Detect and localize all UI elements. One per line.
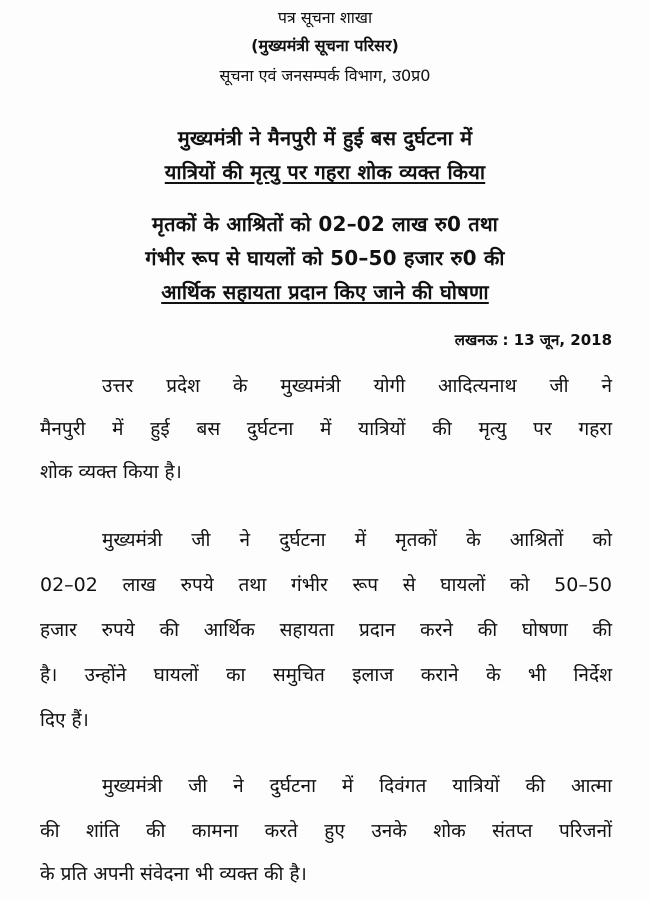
dateline: लखनऊ : 13 जून, 2018	[454, 331, 612, 349]
headline-line-2-wrapper	[0, 158, 650, 185]
paragraph-1-line-3: शोक व्यक्त किया है।	[40, 461, 182, 483]
headline-line-2: यात्रियों की मृत्यु पर गहरा शोक व्यक्त किया	[164, 160, 486, 184]
paragraph-2-line-4: है। उन्होंने घायलों का समुचित इलाज कराने के भी निर्देश	[40, 664, 612, 686]
paragraph-1-line-1: उत्तर प्रदेश के मुख्यमंत्री योगी आदित्यनाथ जी ने	[102, 375, 612, 397]
paragraph-1-line-2: मैनपुरी में हुई बस दुर्घटना में यात्रियों की मृत्यु पर गहरा	[40, 418, 612, 440]
paragraph-2-line-3: हजार रुपये की आर्थिक सहायता प्रदान करने की घोषणा की	[40, 619, 612, 641]
subheadline-line-3: आर्थिक सहायता प्रदान किए जाने की घोषणा	[161, 280, 489, 304]
paragraph-2-line-2: 02–02 लाख रुपये तथा गंभीर रूप से घायलों को 50–50	[40, 574, 612, 596]
paragraph-2-line-5: दिए हैं।	[40, 709, 89, 731]
subheadline-line-1: मृतकों के आश्रितों को 02–02 लाख रु0 तथा	[151, 212, 499, 236]
header-office-subtitle: (मुख्यमंत्री सूचना परिसर)	[251, 36, 399, 55]
paragraph-3-line-3: के प्रति अपनी संवेदना भी व्यक्त की है।	[40, 863, 307, 885]
paragraph-3-line-2: की शांति की कामना करते हुए उनके शोक संतप्त परिजनों	[40, 820, 612, 842]
subheadline-line-3-wrapper	[0, 278, 650, 305]
header-department: सूचना एवं जनसम्पर्क विभाग, उ0प्र0	[219, 66, 431, 85]
paragraph-2-line-1: मुख्यमंत्री जी ने दुर्घटना में मृतकों के आश्रितों को	[102, 529, 612, 551]
header-office-name: पत्र सूचना शाखा	[277, 8, 373, 27]
subheadline-line-2: गंभीर रूप से घायलों को 50–50 हजार रु0 की	[145, 246, 505, 270]
headline-line-1: मुख्यमंत्री ने मैनपुरी में हुई बस दुर्घटना में	[177, 126, 473, 150]
paragraph-3-line-1: मुख्यमंत्री जी ने दुर्घटना में दिवंगत यात्रियों की आत्मा	[102, 775, 612, 797]
